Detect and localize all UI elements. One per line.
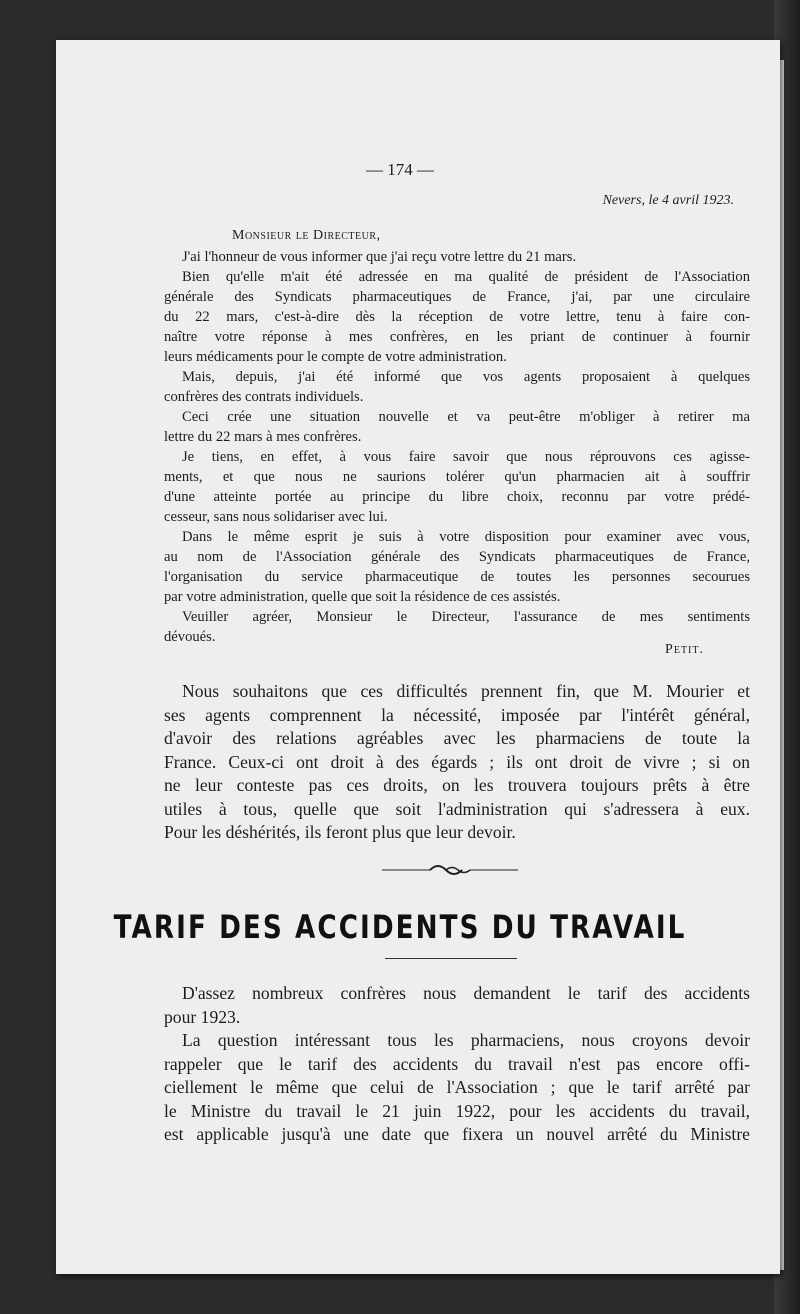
letter-line: ments, et que nous ne saurions tolérer qu'un pharmacien ait à souffrir xyxy=(164,469,750,485)
letter-line: Veuiller agréer, Monsieur le Directeur, l'assurance de mes sentiments xyxy=(182,609,750,625)
paragraph2-line: le Ministre du travail le 21 juin 1922, pour les accidents du travail, xyxy=(164,1100,750,1121)
letter-line: Dans le même esprit je suis à votre disposition pour examiner avec vous, xyxy=(182,529,750,545)
page-number: — 174 — xyxy=(366,160,434,179)
paragraph2-line: La question intéressant tous les pharmaciens, nous croyons devoir xyxy=(182,1030,750,1050)
section-heading: TARIF DES ACCIDENTS DU TRAVAIL xyxy=(113,908,687,946)
letter-line: Mais, depuis, j'ai été informé que vos agents proposaient à quelques xyxy=(182,369,750,385)
paragraph2-line: ciellement le même que celui de l'Association ; que le tarif arrêté par xyxy=(164,1077,750,1097)
letter-line: confrères des contrats individuels. xyxy=(164,389,364,405)
letter-line: l'organisation du service pharmaceutique de toutes les personnes secourues xyxy=(164,569,750,585)
paragraph2-line: rappeler que le tarif des accidents du travail n'est pas encore offi- xyxy=(164,1053,750,1074)
letter-line: Ceci crée une situation nouvelle et va peut-être m'obliger à retirer ma xyxy=(182,409,750,425)
paragraph-commentary xyxy=(164,680,750,845)
paragraph1-line: ses agents comprennent la nécessité, imposée par l'intérêt général, xyxy=(164,704,750,725)
letter-body xyxy=(164,247,750,647)
letter-line: du 22 mars, c'est-à-dire dès la réception de votre lettre, tenu à faire con- xyxy=(164,309,750,325)
letter-dateline: Nevers, le 4 avril 1923. xyxy=(602,193,734,208)
paragraph2-line: D'assez nombreux confrères nous demandent le tarif des accidents xyxy=(182,983,750,1003)
letter-line: naître votre réponse à mes confrères, en les priant de continuer à fournir xyxy=(164,329,750,345)
paragraph1-line: Nous souhaitons que ces difficultés prennent fin, que M. Mourier et xyxy=(182,681,750,701)
letter-line: dévoués. xyxy=(164,629,216,645)
paragraph1-line: Pour les déshérités, ils feront plus que leur devoir. xyxy=(164,822,516,842)
letter-line: J'ai l'honneur de vous informer que j'ai reçu votre lettre du 21 mars. xyxy=(182,249,577,265)
ornament-divider xyxy=(0,858,800,878)
paragraph1-line: utiles à tous, quelle que soit l'administration qui s'adressera à eux. xyxy=(164,798,750,819)
letter-line: par votre administration, quelle que soit la résidence de ces assistés. xyxy=(164,589,561,605)
letter-line: leurs médicaments pour le compte de votre administration. xyxy=(164,349,507,365)
paragraph-tarif xyxy=(164,982,750,1147)
letter-line: lettre du 22 mars à mes confrères. xyxy=(164,429,362,445)
letter-signature: Petit. xyxy=(665,642,704,657)
paragraph1-line: France. Ceux-ci ont droit à des égards ; ils ont droit de vivre ; si on xyxy=(164,751,750,772)
paragraph1-line: d'avoir des relations agréables avec les pharmaciens de toute la xyxy=(164,728,750,748)
letter-line: au nom de l'Association générale des Syndicats pharmaceutiques de France, xyxy=(164,549,750,565)
paragraph1-line: ne leur conteste pas ces droits, on les trouvera toujours prêts à être xyxy=(164,775,750,795)
letter-line: d'une atteinte portée au principe du libre choix, reconnu par votre prédé- xyxy=(164,489,750,505)
letter-line: Je tiens, en effet, à vous faire savoir que nous réprouvons ces agisse- xyxy=(182,449,750,465)
letter-salutation: Monsieur le Directeur, xyxy=(232,228,381,243)
letter-line: Bien qu'elle m'ait été adressée en ma qualité de président de l'Association xyxy=(182,269,750,285)
letter-line: générale des Syndicats pharmaceutiques de France, j'ai, par une circulaire xyxy=(164,289,750,305)
heading-underline xyxy=(385,958,517,959)
paragraph2-line: pour 1923. xyxy=(164,1006,241,1027)
letter-line: cesseur, sans nous solidariser avec lui. xyxy=(164,509,388,525)
paragraph2-line: est applicable jusqu'à une date que fixera un nouvel arrêté du Ministre xyxy=(164,1124,750,1144)
